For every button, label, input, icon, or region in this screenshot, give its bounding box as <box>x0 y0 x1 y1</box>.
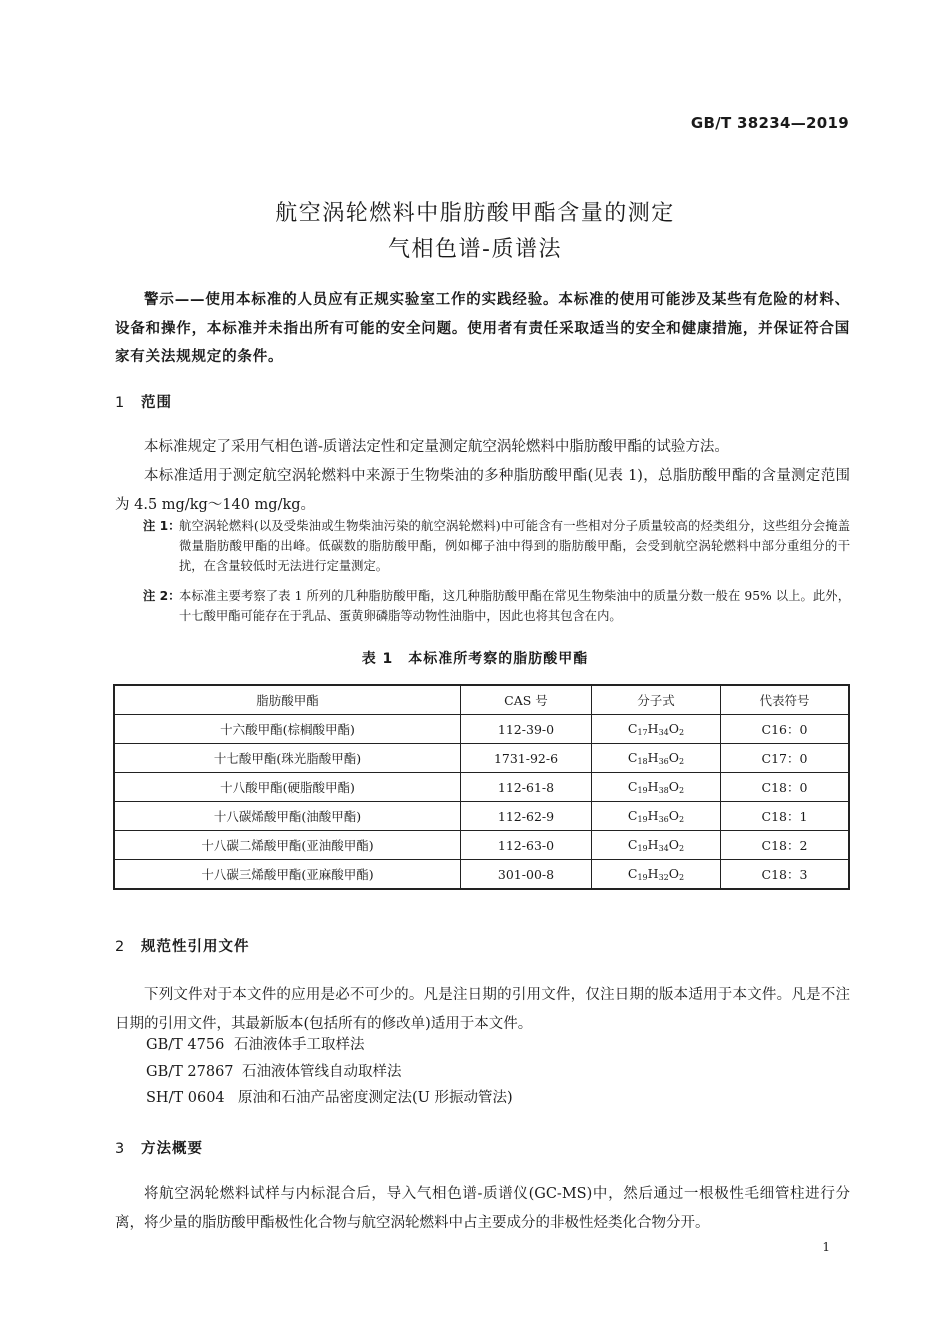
cas-number-cell: 112-61-8 <box>461 773 592 802</box>
safety-warning: 警示——使用本标准的人员应有正规实验室工作的实践经验。本标准的使用可能涉及某些有危险的材料、设备和操作，本标准并未指出所有可能的安全问题。使用者有责任采取适当的安全和健康措施，并保证符合国家有关法规规定的条件。 <box>115 292 850 365</box>
table-caption: 表 1 本标准所考察的脂肪酸甲酯 <box>361 651 589 667</box>
formula-cell: $C_{19}H_{38}O_2$ <box>592 773 721 802</box>
page-number: 1 <box>822 1240 830 1254</box>
symbol-cell: C16：0 <box>721 715 850 744</box>
cas-number-cell: 1731-92-6 <box>461 744 592 773</box>
scope-paragraph-1: 本标准规定了采用气相色谱-质谱法定性和定量测定航空涡轮燃料中脂肪酸甲酯的试验方法。 <box>144 439 729 455</box>
section-1-heading <box>115 391 172 412</box>
reference-item <box>146 1086 513 1107</box>
note-label: 注 2： <box>143 589 181 603</box>
symbol-cell: C18：3 <box>721 860 850 890</box>
reference-title: 原油和石油产品密度测定法(U 形振动管法) <box>238 1090 513 1106</box>
note-text: 航空涡轮燃料(以及受柴油或生物柴油污染的航空涡轮燃料)中可能含有一些相对分子质量较高的烃类组分，这些组分会掩盖微量脂肪酸甲酯的出峰。低碳数的脂肪酸甲酯，例如椰子油中得到的脂肪酸甲酯，会受到航空涡轮燃料中部分重组分的干扰，在含量较低时无法进行定量测定。 <box>179 519 850 573</box>
fame-name-cell: 十六酸甲酯(棕榈酸甲酯) <box>114 715 461 744</box>
standard-number: GB/T 38234—2019 <box>690 114 849 132</box>
section-number: 1 <box>115 395 126 411</box>
symbol-cell: C18：1 <box>721 802 850 831</box>
formula-cell: $C_{19}H_{36}O_2$ <box>592 802 721 831</box>
formula-cell: $C_{19}H_{34}O_2$ <box>592 831 721 860</box>
section-3-heading <box>115 1137 203 1158</box>
section-2-heading <box>115 935 250 956</box>
formula-cell: $C_{18}H_{36}O_2$ <box>592 744 721 773</box>
table-row <box>114 773 849 802</box>
cas-number-cell: 112-39-0 <box>461 715 592 744</box>
fame-name-cell: 十七酸甲酯(珠光脂酸甲酯) <box>114 744 461 773</box>
section-title: 规范性引用文件 <box>141 939 250 955</box>
fame-table <box>113 684 850 890</box>
cas-number-cell: 301-00-8 <box>461 860 592 890</box>
reference-item <box>146 1033 365 1054</box>
table-row <box>114 802 849 831</box>
fame-name-cell: 十八酸甲酯(硬脂酸甲酯) <box>114 773 461 802</box>
fame-name-cell: 十八碳二烯酸甲酯(亚油酸甲酯) <box>114 831 461 860</box>
table-row <box>114 860 849 890</box>
reference-code: GB/T 4756 <box>146 1037 225 1053</box>
document-title: 航空涡轮燃料中脂肪酸甲酯含量的测定 <box>275 201 675 226</box>
symbol-cell: C18：0 <box>721 773 850 802</box>
section-title: 方法概要 <box>141 1141 203 1157</box>
section-number: 2 <box>115 939 126 955</box>
method-summary: 将航空涡轮燃料试样与内标混合后，导入气相色谱-质谱仪(GC-MS)中，然后通过一根极性毛细管柱进行分离，将少量的脂肪酸甲酯极性化合物与航空涡轮燃料中占主要成分的非极性烃类化合物分开。 <box>115 1186 850 1231</box>
column-header: 代表符号 <box>721 685 850 715</box>
reference-code: GB/T 27867 <box>146 1064 234 1080</box>
note-label: 注 1： <box>143 519 181 533</box>
column-header: CAS 号 <box>461 685 592 715</box>
reference-title: 石油液体管线自动取样法 <box>242 1064 402 1080</box>
note-text: 本标准主要考察了表 1 所列的几种脂肪酸甲酯，这几种脂肪酸甲酯在常见生物柴油中的质量分数一般在 95% 以上。此外，十七酸甲酯可能存在于乳品、蛋黄卵磷脂等动物性油脂中，因此也将其包含在内。 <box>179 589 850 623</box>
scope-paragraph-2: 本标准适用于测定航空涡轮燃料中来源于生物柴油的多种脂肪酸甲酯(见表 1)，总脂肪酸甲酯的含量测定范围为 4.5 mg/kg～140 mg/kg。 <box>115 468 850 513</box>
column-header: 脂肪酸甲酯 <box>114 685 461 715</box>
formula-cell: $C_{17}H_{34}O_2$ <box>592 715 721 744</box>
references-intro: 下列文件对于本文件的应用是必不可少的。凡是注日期的引用文件，仅注日期的版本适用于本文件。凡是不注日期的引用文件，其最新版本(包括所有的修改单)适用于本文件。 <box>115 987 850 1032</box>
reference-title: 石油液体手工取样法 <box>234 1037 365 1053</box>
column-header: 分子式 <box>592 685 721 715</box>
symbol-cell: C17：0 <box>721 744 850 773</box>
section-title: 范围 <box>141 395 172 411</box>
table-row <box>114 831 849 860</box>
formula-cell: $C_{19}H_{32}O_2$ <box>592 860 721 890</box>
document-subtitle: 气相色谱-质谱法 <box>388 237 562 262</box>
note-2 <box>115 586 850 626</box>
table-row <box>114 715 849 744</box>
table-row <box>114 744 849 773</box>
reference-item <box>146 1060 402 1081</box>
cas-number-cell: 112-63-0 <box>461 831 592 860</box>
note-1 <box>115 516 850 576</box>
fame-name-cell: 十八碳三烯酸甲酯(亚麻酸甲酯) <box>114 860 461 890</box>
reference-code: SH/T 0604 <box>146 1090 225 1106</box>
symbol-cell: C18：2 <box>721 831 850 860</box>
fame-name-cell: 十八碳烯酸甲酯(油酸甲酯) <box>114 802 461 831</box>
table-header-row <box>114 685 849 715</box>
cas-number-cell: 112-62-9 <box>461 802 592 831</box>
section-number: 3 <box>115 1141 126 1157</box>
